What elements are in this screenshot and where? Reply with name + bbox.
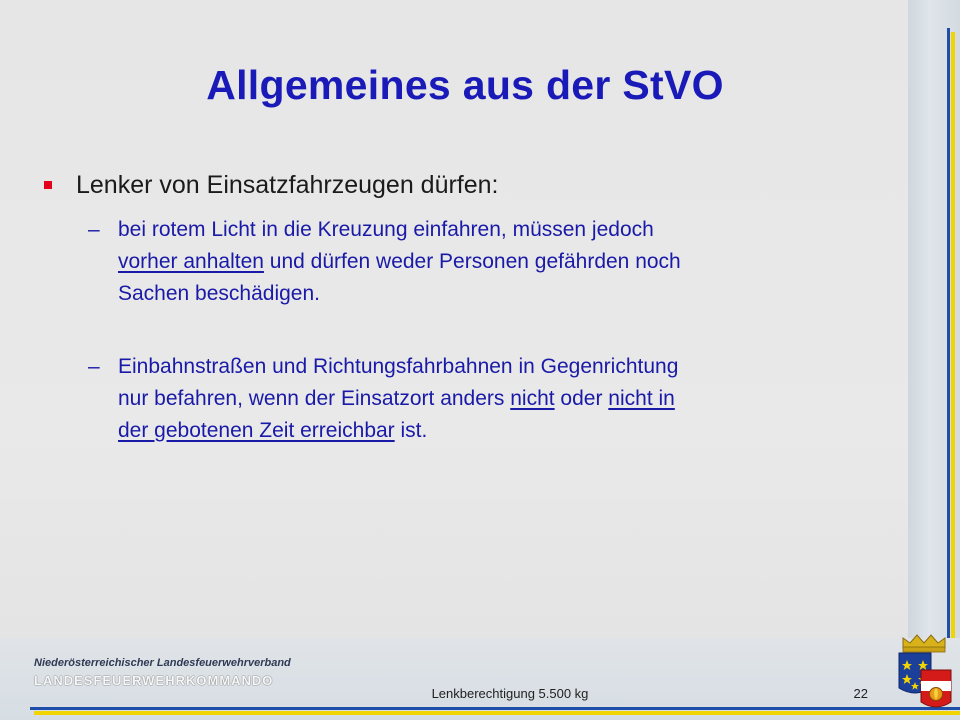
sub-item-text [118,214,848,310]
text-fragment: ist. [394,419,428,442]
text-line [118,246,848,278]
text-line: Sachen beschädigen. [118,282,320,305]
coat-of-arms-icon [893,632,955,714]
right-accent-line-blue [947,28,950,720]
bullet-text: Lenker von Einsatzfahrzeugen dürfen: [76,171,499,199]
org-subtitle: LANDESFEUERWEHRKOMMANDO [34,673,274,688]
sub-item-text [118,351,848,447]
text-line: Einbahnstraßen und Richtungsfahrbahnen in Gegenrichtung [118,355,679,378]
footer-center-text: Lenkberechtigung 5.500 kg [431,686,589,701]
text-line [118,383,848,415]
red-square-bullet-icon [44,181,52,189]
slide-title: Allgemeines aus der StVO [206,62,724,108]
dash-marker: – [88,355,100,378]
footer-accent-line-blue [30,707,960,710]
sub-item-red-light [88,214,848,314]
footer-accent-line-yellow [34,711,960,715]
dash-marker: – [88,218,100,241]
underlined-text: nicht [510,387,555,410]
underlined-text: der gebotenen Zeit erreichbar [118,419,395,442]
text-fragment: und dürfen weder Personen gefährden noch [263,250,681,273]
text-line [118,415,848,447]
org-name: Niederösterreichischer Landesfeuerwehrverband [34,657,291,669]
underlined-text: vorher anhalten [118,250,264,273]
sub-item-one-way [88,351,848,451]
page-number: 22 [853,686,868,701]
text-line: bei rotem Licht in die Kreuzung einfahren, müssen jedoch [118,218,654,241]
text-fragment: nur befahren, wenn der Einsatzort anders [118,387,511,410]
text-fragment: oder [554,387,609,410]
right-accent-line-yellow [951,32,955,720]
underlined-text: nicht in [608,387,675,410]
